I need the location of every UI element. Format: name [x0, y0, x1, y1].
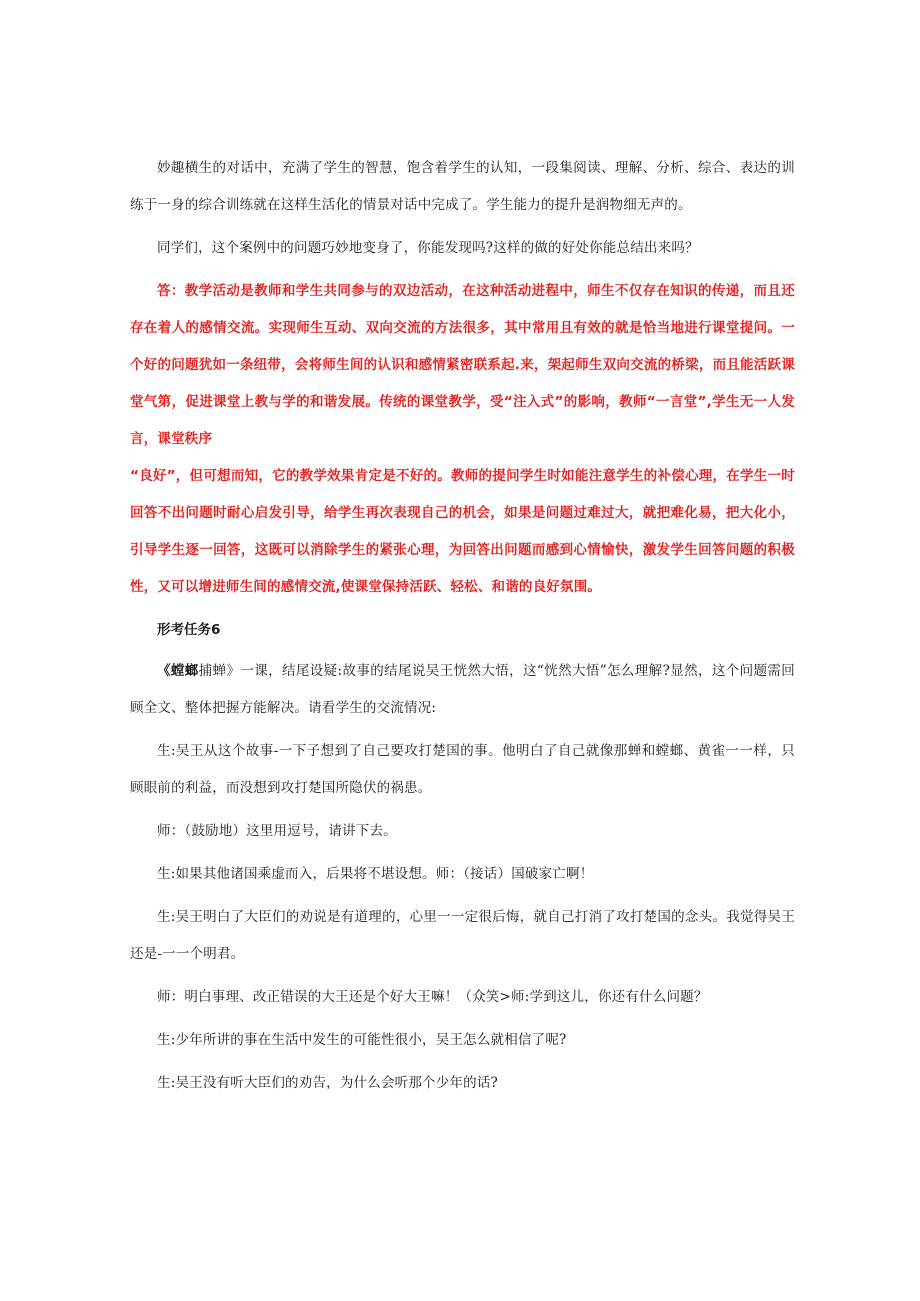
dialogue-line: 生:吴王从这个故事-一下子想到了自己要攻打楚国的事。他明白了自己就像那蝉和螳螂、黄雀一一样，只顾眼前的利益，而没想到攻打楚国所隐伏的祸患。 [130, 743, 795, 796]
answer-paragraph-part1: 答：教学活动是教师和学生共同参与的双边活动，在这种活动进程中，师生不仅存在知识的传递，而且还存在着人的感情交流。实现师生互动、双向交流的方法很多，其中常用且有效的就是恰当地进行课堂提问。一个好的问题犹如一条纽带，会将师生间的认识和感情紧密联系起.来，架起师生双向交流的桥梁，而且能活跃课堂气第，促进课堂上教与学的和谐发展。传统的课堂教学，受“注入式”的影响，教师“一言堂”,学生无一人发言，课堂秩序 [130, 283, 795, 447]
dialogue-line: 生:吴王明白了大臣们的劝说是有道理的，心里一一定很后悔，就自己打消了攻打楚国的念头。我觉得吴王还是-一一个明君。 [130, 909, 795, 962]
lesson-intro-text: 捕蝉》一课，结尾设疑:故事的结尾说吴王恍然大悟，这“恍然大悟”怎么理解?显然，这个问题需回顾全文、整体把握方能解决。请看学生的交流情况: [130, 663, 795, 716]
dialogue-line: 生:如果其他诸国乘虚而入，后果将不堪设想。师：（接话）国破家亡啊！ [157, 866, 594, 882]
answer-paragraph-part2: “良好”，但可想而知，它的教学效果肯定是不好的。教师的提问学生时如能注意学生的补偿心理，在学生一时回答不出问题时耐心启发引导，给学生再次表现自己的机会，如果是问题过难过大，就把难化易，把大化小，引导学生逐一回答，这既可以消除学生的紧张心理，为回答出问题而感到心情愉快，激发学生回答问题的积极性，又可以增进师生间的感情交流,使课堂保持活跃、轻松、和谐的良好氛围。 [130, 468, 795, 595]
paragraph-question: 同学们，这个案例中的问题巧妙地变身了，你能发现吗?这样的做的好处你能总结出来吗？ [157, 240, 699, 256]
document-page [130, 150, 795, 1102]
paragraph-dialogue-summary: 妙趣横生的对话中，充满了学生的智慧，饱含着学生的认知，一段集阅读、理解、分析、综合、表达的训练于一身的综合训练就在这样生活化的情景对话中完成了。学生能力的提升是润物细无声的。 [130, 160, 795, 213]
dialogue-line: 生:吴王没有听大臣们的劝告，为什么会听那个少年的话? [157, 1075, 498, 1091]
dialogue-line: 师：明白事理、改正错误的大王还是个好大王嘛！（众笑>师:学到这儿，你还有什么问题？ [157, 989, 708, 1005]
lesson-intro-paragraph [130, 653, 795, 727]
dialogue-line: 师：（鼓励地）这里用逗号，请讲下去。 [157, 823, 397, 839]
lesson-title: 《螳螂 [157, 663, 199, 679]
dialogue-line: 生:少年所讲的事在生活中发生的可能性很小，吴王怎么就相信了呢? [157, 1032, 567, 1048]
section-heading: 形考任务6 [157, 622, 221, 638]
